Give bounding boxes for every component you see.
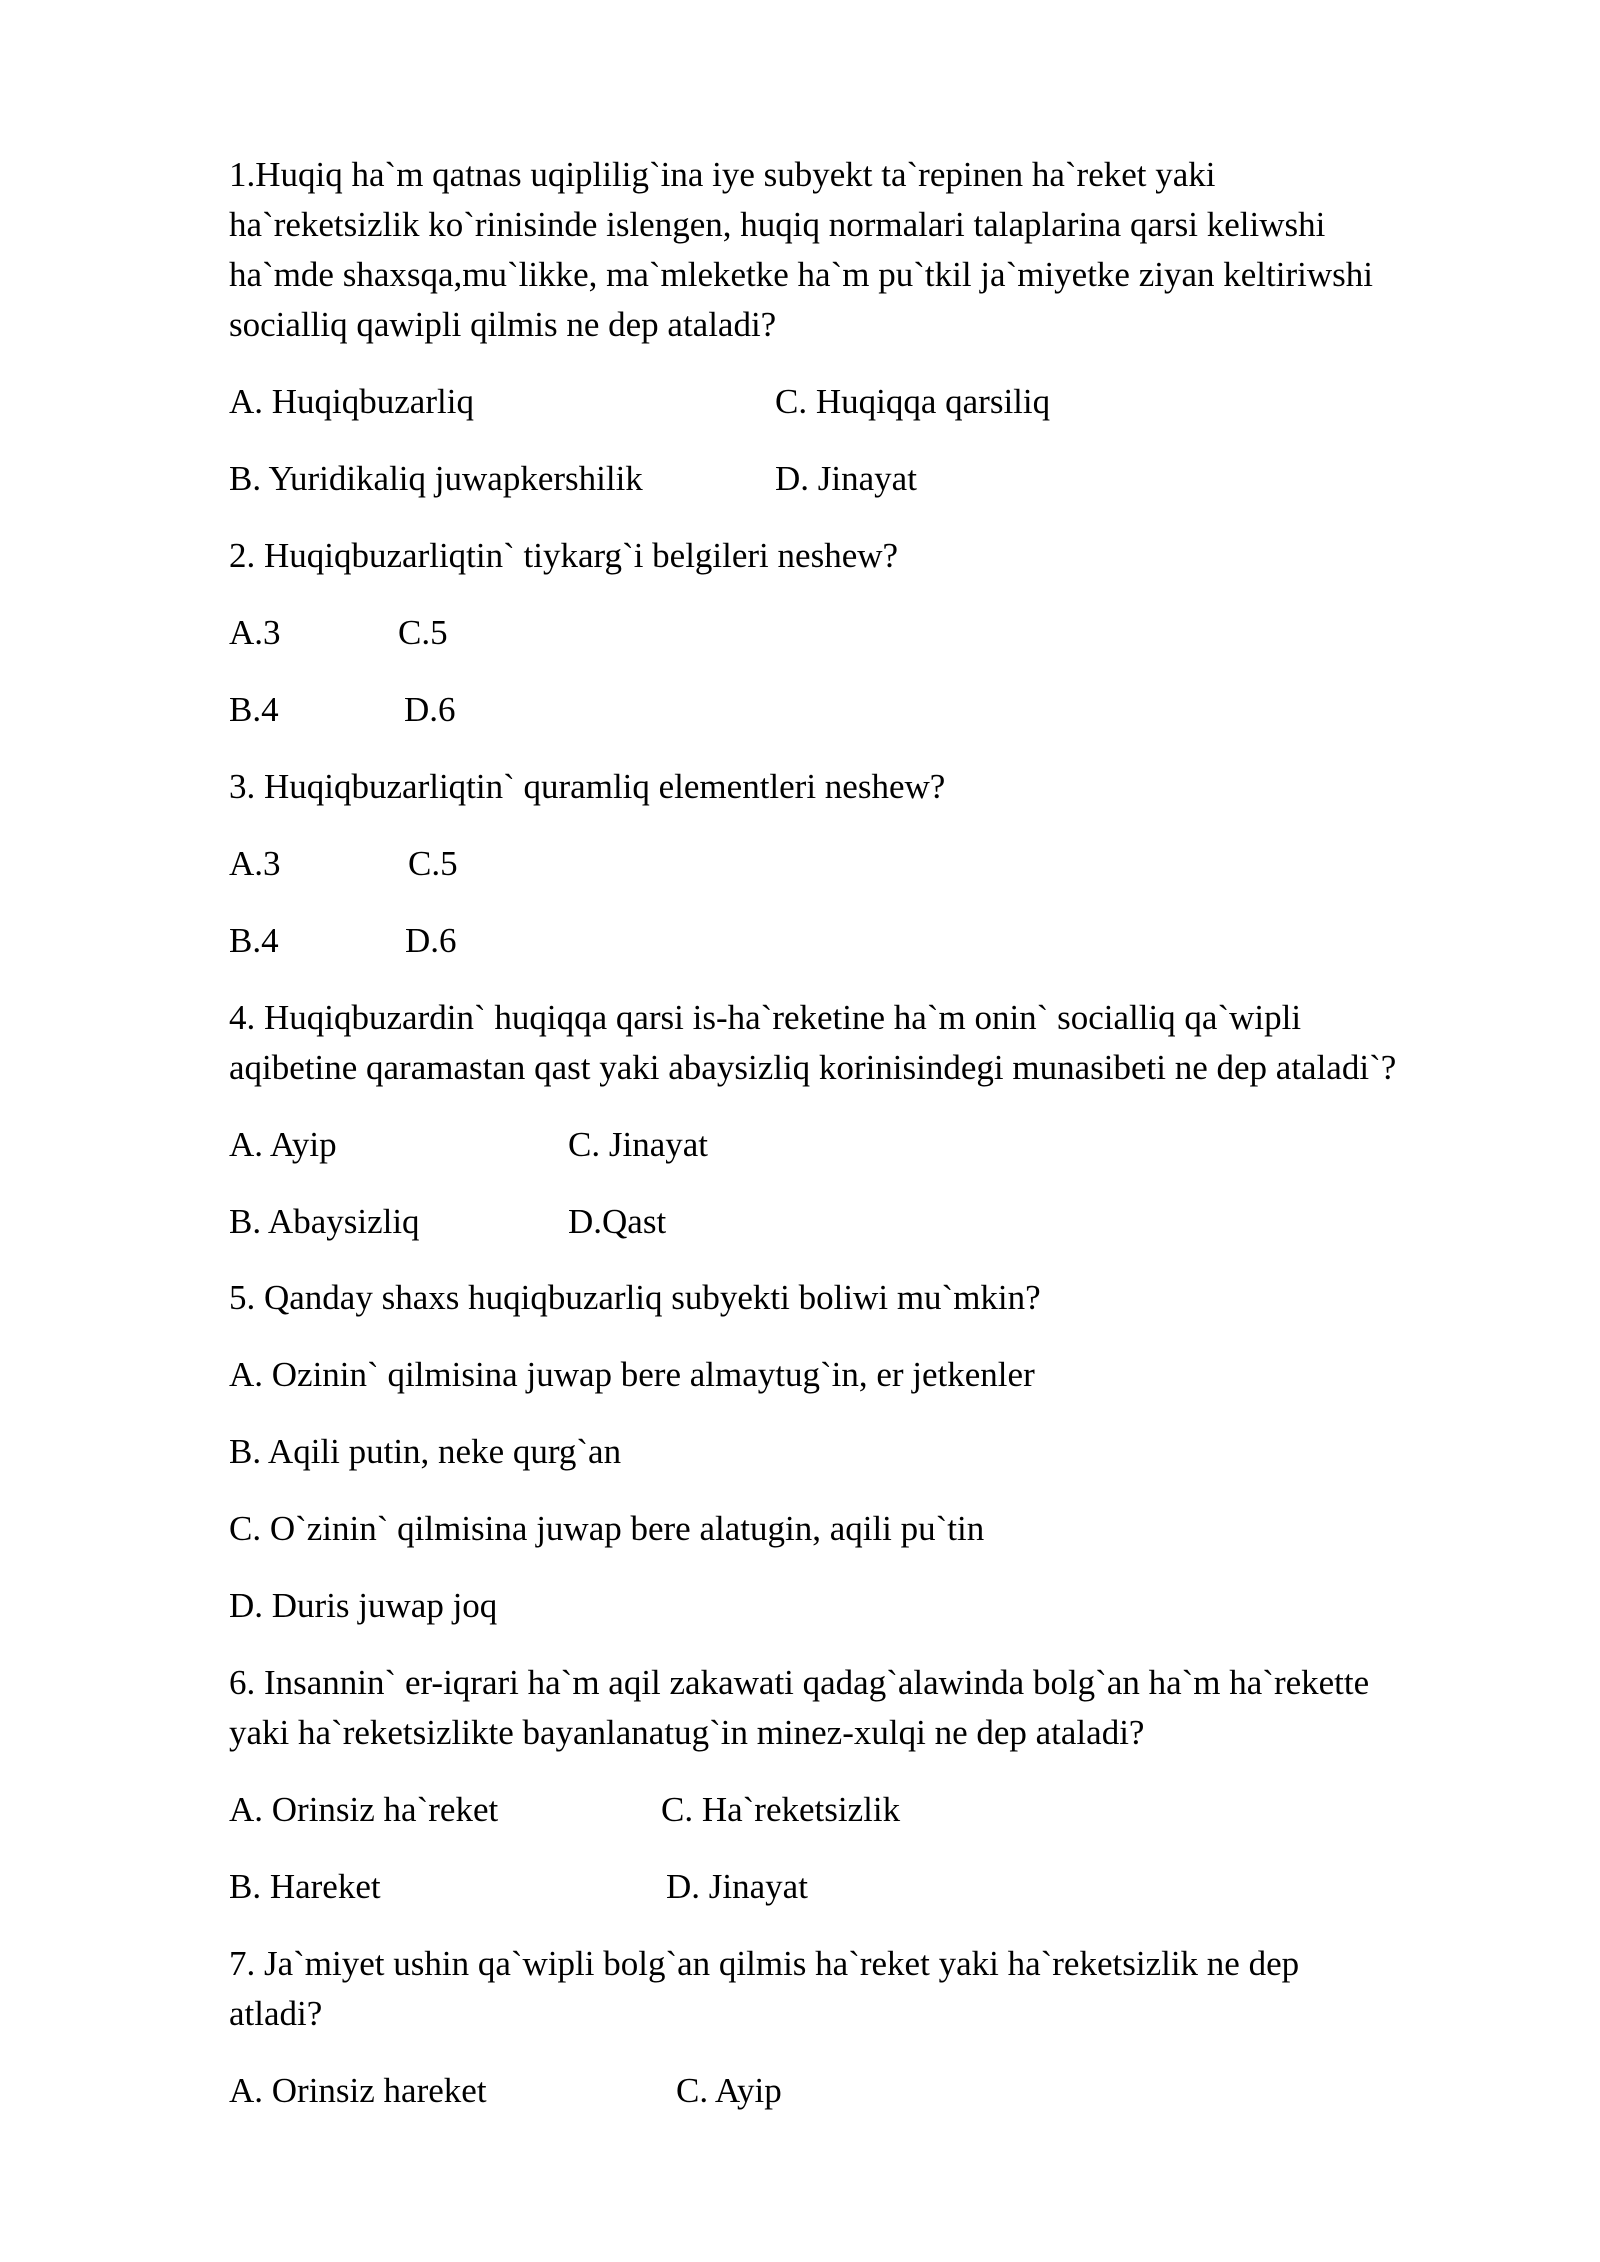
- question-1-option-b: B. Yuridikaliq juwapkershilik: [229, 459, 643, 498]
- question-1-option-d: D. Jinayat: [775, 459, 917, 498]
- question-3-option-a: A.3: [229, 844, 281, 883]
- question-5-line-1: 5. Qanday shaxs huqiqbuzarliq subyekti boliwi mu`mkin?: [229, 1278, 1041, 1317]
- question-1-option-c: C. Huqiqqa qarsiliq: [775, 382, 1051, 421]
- question-4-option-c: C. Jinayat: [568, 1125, 708, 1164]
- question-4-line-2: aqibetine qaramastan qast yaki abaysizliq korinisindegi munasibeti ne dep ataladi`?: [229, 1048, 1397, 1087]
- question-2-line-1: 2. Huqiqbuzarliqtin` tiykarg`i belgileri neshew?: [229, 536, 899, 575]
- question-6-option-c: C. Ha`reketsizlik: [661, 1790, 901, 1829]
- question-3-line-1: 3. Huqiqbuzarliqtin` quramliq elementleri neshew?: [229, 767, 946, 806]
- question-6-line-1: 6. Insannin` er-iqrari ha`m aqil zakawati qadag`alawinda bolg`an ha`m ha`rekette: [229, 1663, 1370, 1702]
- question-5-option-c: C. O`zinin` qilmisina juwap bere alatugin, aqili pu`tin: [229, 1509, 985, 1548]
- question-6-option-a: A. Orinsiz ha`reket: [229, 1790, 499, 1829]
- question-6-line-2: yaki ha`reketsizlikte bayanlanatug`in minez-xulqi ne dep ataladi?: [229, 1713, 1145, 1752]
- question-4-line-1: 4. Huqiqbuzardin` huqiqqa qarsi is-ha`reketine ha`m onin` socialliq qa`wipli: [229, 998, 1302, 1037]
- question-7-option-a: A. Orinsiz hareket: [229, 2071, 487, 2110]
- question-1-line-4: socialliq qawipli qilmis ne dep ataladi?: [229, 305, 777, 344]
- question-1-option-a: A. Huqiqbuzarliq: [229, 382, 474, 421]
- question-3-option-b: B.4: [229, 921, 279, 960]
- question-4-option-b: B. Abaysizliq: [229, 1202, 420, 1241]
- question-4-option-a: A. Ayip: [229, 1125, 337, 1164]
- question-5-option-a: A. Ozinin` qilmisina juwap bere almaytug`in, er jetkenler: [229, 1355, 1035, 1394]
- question-1-line-1: 1.Huqiq ha`m qatnas uqiplilig`ina iye subyekt ta`repinen ha`reket yaki: [229, 155, 1216, 194]
- question-3-option-c: C.5: [408, 844, 458, 883]
- question-2-option-a: A.3: [229, 613, 281, 652]
- question-5-option-d: D. Duris juwap joq: [229, 1586, 498, 1625]
- question-5-option-b: B. Aqili putin, neke qurg`an: [229, 1432, 622, 1471]
- question-2-option-d: D.6: [404, 690, 456, 729]
- question-2-option-b: B.4: [229, 690, 279, 729]
- question-7-line-2: atladi?: [229, 1994, 323, 2033]
- question-4-option-d: D.Qast: [568, 1202, 667, 1241]
- question-6-option-d: D. Jinayat: [666, 1867, 808, 1906]
- question-1-line-2: ha`reketsizlik ko`rinisinde islengen, huqiq normalari talaplarina qarsi keliwshi: [229, 205, 1326, 244]
- question-1-line-3: ha`mde shaxsqa,mu`likke, ma`mleketke ha`m pu`tkil ja`miyetke ziyan keltiriwshi: [229, 255, 1373, 294]
- question-7-option-c: C. Ayip: [676, 2071, 782, 2110]
- question-6-option-b: B. Hareket: [229, 1867, 381, 1906]
- question-7-line-1: 7. Ja`miyet ushin qa`wipli bolg`an qilmis ha`reket yaki ha`reketsizlik ne dep: [229, 1944, 1300, 1983]
- question-3-option-d: D.6: [405, 921, 457, 960]
- question-2-option-c: C.5: [398, 613, 448, 652]
